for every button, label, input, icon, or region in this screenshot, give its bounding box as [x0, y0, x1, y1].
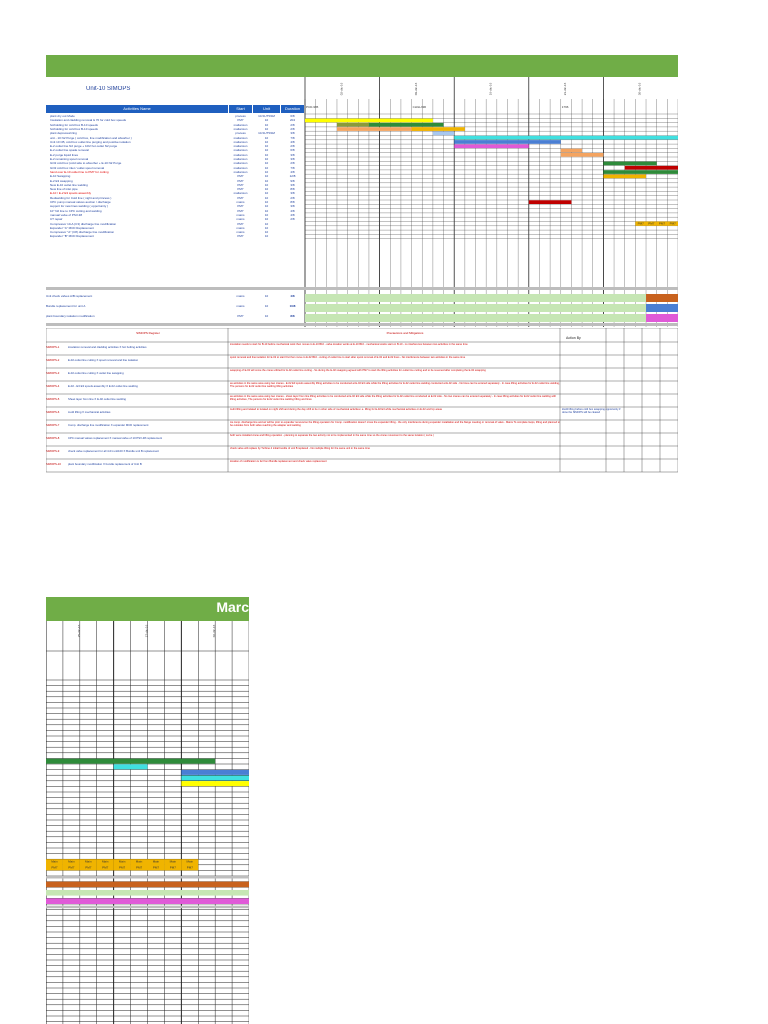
activity-start: maltamion: [233, 135, 248, 140]
gantt-extra-bar: [305, 304, 646, 312]
activity-duration: 2/8: [290, 217, 295, 222]
activity-duration: 6/8: [290, 114, 295, 118]
extra-row-duration: 4/8: [290, 294, 295, 298]
register-precaution: as activities in the same area using two cranes - sheet layer from line lifting activities to be conducted at E-02 E3 side while the lifting activities for E-02 outlet line conducted at E-02 side - No two cranes can be entered separately - In case lifting activities for E-02 outlet line welding with lifting activities, The persons for E-02 outlet line welding lifting and lines: [230, 395, 557, 401]
activity-start: maltamion: [233, 148, 248, 153]
activity-start: PM7: [237, 187, 244, 192]
activity-duration: 4/8: [290, 139, 295, 144]
activity-duration: 7/8: [290, 135, 295, 140]
gantt-bar: [454, 144, 529, 148]
activity-duration: 8/8: [290, 200, 295, 204]
activity-duration: 3/8: [290, 131, 295, 136]
gantt-extra-bar: [305, 294, 646, 302]
register-id: SIMOPS-1: [46, 345, 60, 349]
col-header-duration: Duration: [281, 105, 304, 113]
activity-start: process: [235, 114, 246, 118]
gantt2-pm7-label: PM7: [85, 865, 92, 870]
gantt2-bar: [181, 770, 249, 775]
activity-unit: 10-SUTSSM: [258, 131, 275, 136]
activity-duration: 3/8: [290, 191, 295, 196]
activity-start: mains: [236, 217, 245, 222]
gantt-chart-sheet1: [46, 77, 678, 327]
activity-duration: 8/8: [290, 187, 295, 192]
activity-unit: 10-SUTSSM: [258, 114, 275, 118]
extra-row-unit: 10: [264, 304, 269, 308]
register-id: SIMOPS-4: [46, 384, 60, 388]
activity-unit: 10: [264, 204, 269, 209]
gantt-date-label: 16-dic-16: [488, 82, 493, 96]
gantt2-pm7-label: PM7: [102, 865, 109, 870]
sheet2-title: Marc: [216, 599, 249, 615]
gantt2-extra-bar: [46, 898, 249, 904]
activity-unit: 10: [264, 182, 269, 187]
activity-start: PM7: [237, 178, 244, 183]
extra-row-unit: 10: [264, 314, 269, 318]
activity-start: PM7: [237, 118, 244, 123]
activity-start: PM7: [237, 204, 244, 209]
gantt-bar: [603, 175, 646, 179]
gantt-date-label: 09-dic-16: [413, 82, 418, 96]
register-id: SIMOPS-9: [46, 449, 60, 453]
register-id: SIMOPS-5: [46, 397, 60, 401]
register-precaution: location of modification is far from Bundle replacement and check valve replacement: [230, 460, 327, 463]
gantt-pm7-label: PM7: [669, 221, 676, 226]
gantt-bar: [529, 200, 572, 204]
activity-start: PM7: [237, 174, 244, 179]
extra-row-name: Unit check valves A/B replacement: [46, 294, 93, 298]
activity-name: E-2 outlet line N2 purge + 10/2 hot outlet N2 purge: [50, 144, 118, 149]
gantt-pm7-label: PM7: [658, 221, 666, 226]
gantt2-bar: [181, 776, 249, 781]
gantt-bar: [454, 136, 678, 140]
extra-row-name: plant boundary isolation modification: [46, 314, 95, 318]
gantt-bar: [369, 123, 444, 127]
register-title: check valve replacement for all 4-01 unit100 X Bundle unit B replacement: [68, 449, 159, 453]
activity-name: E-2 E3 swapping: [50, 178, 73, 183]
gantt2-bar: [46, 759, 215, 764]
gantt2-separator: [46, 906, 249, 909]
register-title: CPC manual valves replacement X manual valve of 10 PSV-38 replacement: [68, 436, 163, 440]
extra-row-start: mains: [236, 304, 245, 308]
activity-duration: 7/8: [290, 165, 295, 170]
register-action: Zed4 lifting before cold box swapping opportunity if done the SIMOPS will be cleared: [562, 408, 621, 414]
gantt2-separator: [46, 876, 249, 879]
activity-name: Compressor 10-A (C3) discharge line modification: [50, 221, 117, 226]
activity-unit: 10: [264, 221, 269, 226]
activity-unit: 10: [264, 200, 269, 204]
gantt-sub-label: PCD-995: [306, 105, 319, 109]
col-header-unit: Unit: [253, 105, 280, 113]
gantt-extra-bar: [646, 294, 678, 302]
sheet1-header-banner: [46, 55, 678, 77]
activity-name: plant dry out Mode: [50, 114, 75, 118]
simops-register-title: SIMOPS Register: [136, 331, 160, 335]
activity-name: Compressor "A" (C8) discharge line modification: [50, 230, 115, 235]
register-precaution: check valve will replace by Turbine 4 initial bundle of unit B replaced - No multiple lifting for the same unit in the same time: [230, 447, 370, 450]
sheet1-title: Unit-10 SIMOPS: [86, 86, 131, 92]
activity-start: maltamion: [233, 139, 248, 144]
activity-start: maltamion: [233, 126, 248, 131]
activity-duration: 12/8: [289, 174, 296, 179]
activities-name-header: Activities Name: [46, 105, 228, 113]
register-title: E-02 outlet line cutting X outlet line swapping: [68, 371, 124, 375]
gantt-bar: [561, 153, 604, 157]
register-title: E-02 - E3 E3 spools assembly X E-02 outlet line welding: [68, 384, 138, 388]
activity-start: mains: [236, 230, 245, 235]
gantt2-date-label: 27-dic-16: [144, 624, 149, 638]
activity-unit: 10: [264, 148, 269, 153]
register-precaution: zed4 lifting and related to located on night shift and during the day shift to be in other side of mechanical activities i.e. lifting for E-02 E3 while mechanical activities on E-02 and Up areas: [230, 408, 442, 411]
activity-name: 10" N2 line to CPC cutting and welding: [50, 208, 102, 213]
activity-duration: 2/8: [290, 144, 295, 149]
activity-duration: 204: [289, 118, 295, 123]
activity-duration: 3/8: [290, 157, 295, 161]
activity-name: Insulation and cladding removal & 70 for cold box speeds: [50, 118, 127, 123]
activity-duration: 2/8: [290, 195, 295, 200]
gantt2-bar: [181, 781, 249, 786]
gantt2-main-label: Main: [101, 859, 109, 864]
register-title: E-02 outlet line cutting X spool removal and line isolation: [68, 358, 139, 362]
register-id: SIMOPS-3: [46, 371, 60, 375]
gantt2-main-label: Main: [51, 859, 58, 864]
gantt2-main-label: Main: [152, 859, 160, 864]
activity-unit: 10: [264, 144, 269, 149]
gantt2-main-label: Main: [118, 859, 126, 864]
register-id: SIMOPS-7: [46, 423, 60, 427]
activity-start: maltamion: [233, 122, 248, 127]
extra-row-start: mains: [236, 294, 245, 298]
gantt-sub-label: 1796: [561, 105, 569, 109]
extra-row-start: PM7: [237, 314, 244, 318]
gantt2-extra-bar: [46, 890, 249, 896]
activity-start: maltamion: [233, 169, 248, 174]
gantt2-main-label: Main: [85, 859, 92, 864]
activity-name: New E-10 outlet line welding: [50, 182, 88, 187]
gantt-bar: [625, 166, 678, 170]
activity-duration: 3/8: [290, 204, 295, 209]
gantt2-main-label: Main: [169, 859, 177, 864]
gantt-bar: [603, 170, 678, 174]
activity-unit: 10: [264, 178, 269, 183]
register-precaution: as activities in the same area using two cranes - E-02 E3 spools assembly lifting activities to be conducted at E-02 E3 side while the lifting activities for E-02 outlet line welding conducted at E-02 side - No lines can be entered separately - In case lifting activities for E-02 outlet line welding, The persons for E-02 outlet line welding lifting activities: [230, 382, 560, 388]
action-by-header: Action By: [566, 336, 581, 340]
activity-name: hand over E-10 outlet line to PM7 for cutting: [50, 169, 109, 174]
activity-start: PM7: [237, 195, 244, 200]
register-precaution: spool removal and line isolation for E-02 to start first then move to E-02 B10 - cutting of outlet line to start after spool removal of E-02 and E-02 lines - No interference between two activities in the same time: [230, 356, 466, 359]
activity-name: hotholding for cold box B-10 speeds: [50, 126, 98, 131]
activity-unit: 10: [264, 135, 269, 140]
activity-duration: 4/8: [290, 212, 295, 217]
gantt2-date-label: 02-dic-16: [212, 624, 217, 638]
extra-row-unit: 10: [264, 294, 269, 298]
gantt2-pm7-label: PM7: [68, 865, 75, 870]
register-title: insulation removal and cladding activities X hot bolting activities: [68, 345, 147, 349]
activity-unit: 10: [264, 191, 269, 196]
activity-unit: 10: [264, 212, 269, 217]
activity-unit: 10: [264, 230, 269, 235]
gantt2-pm7-label: PM7: [135, 865, 143, 870]
activity-start: maltamion: [233, 161, 248, 166]
activity-duration: 2/8: [290, 126, 295, 131]
activity-duration: 3/8: [290, 152, 295, 157]
register-id: SIMOPS-10: [46, 462, 61, 466]
activity-name: E-2 outlet line spade removal: [50, 148, 89, 153]
activity-name: Expander "B" MCD Replacement: [50, 234, 94, 239]
gantt-extra-bar: [305, 314, 646, 322]
activity-name: plant depressurizing: [50, 131, 77, 136]
activity-name: Redwelding for Cold line ( night and princess ): [50, 195, 112, 200]
register-title: Comp. discharge line modification X expander MCD replacement: [68, 423, 149, 427]
register-title: plant boundary modification X bundle replacement of Unit B: [68, 462, 142, 466]
activity-unit: 10: [264, 195, 269, 200]
activity-duration: 4/8: [290, 169, 295, 174]
activity-start: PM7: [237, 208, 244, 213]
gantt-date-label: 23-dic-16: [563, 82, 568, 96]
simops-register-grid: [46, 328, 678, 496]
activity-name: hotholding for cold box B-10 speeds: [50, 122, 98, 127]
activity-unit: 10: [264, 161, 269, 166]
activity-unit: 10: [264, 126, 269, 131]
register-id: SIMOPS-6: [46, 410, 60, 414]
activity-start: process: [235, 131, 246, 136]
activity-unit: 10: [264, 165, 269, 170]
activity-name: E-10 Swapping: [50, 174, 71, 179]
activity-name: support for new lines welding ( opportunity ): [50, 204, 109, 209]
gantt2-bar: [114, 764, 148, 769]
gantt-bar: [433, 132, 454, 136]
activity-name: GO2 cold box (cold side to absorber + E-10 N2 Purge: [50, 161, 122, 166]
activity-unit: 10: [264, 217, 269, 222]
gantt-extra-bar: [646, 314, 678, 322]
gantt-bar: [454, 140, 561, 144]
activity-start: maltamion: [233, 157, 248, 161]
activity-duration: 9/8: [290, 178, 295, 183]
sheet2-header-banner: [46, 597, 249, 621]
gantt2-pm7-label: PM7: [152, 865, 160, 870]
gantt2-extra-bar: [46, 882, 249, 888]
activity-unit: 10: [264, 152, 269, 157]
gantt2-pm7-label: PM7: [119, 865, 126, 870]
activity-duration: 4/8: [290, 208, 295, 213]
activity-unit: 10: [264, 122, 269, 127]
register-precaution: insulation needs to start for B-10 before mechanical work then moves to E-10 B10 - valve location works at E-10 B10 - mechanical works start on B-10 - no interference between two activities in the same time: [230, 343, 468, 346]
gantt-separator: [46, 287, 678, 290]
activity-start: mains: [236, 225, 245, 230]
gantt2-pm7-label: PM7: [169, 865, 176, 870]
gantt2-main-label: Main: [135, 859, 143, 864]
activity-start: maltamion: [233, 191, 248, 196]
extra-row-duration: 10/8: [289, 304, 296, 308]
activity-name: E-10 / E-2 E3 spools assembly: [50, 191, 92, 196]
activity-name: Unit 10 CB, cold box outlet line purging and positive isolation: [50, 139, 131, 144]
register-id: SIMOPS-8: [46, 436, 60, 440]
activity-duration: 2/8: [290, 122, 295, 127]
activity-name: CPC pump manual valves auction / discharge: [50, 200, 111, 204]
activity-duration: 3/8: [290, 182, 295, 187]
activity-unit: 10: [264, 157, 269, 161]
register-title: Sheet layer from line X E-02 outlet line welding: [68, 397, 126, 401]
gantt-chart-sheet2: [46, 621, 249, 1024]
precautions-header: Precautions and Mitigations: [386, 331, 424, 335]
activity-unit: 10: [264, 234, 269, 239]
gantt-pm7-label: PM7: [648, 221, 655, 226]
activity-name: Expander "A" MCD Replacement: [50, 225, 94, 230]
gantt-extra-bar: [646, 304, 678, 312]
activity-unit: 10: [264, 174, 269, 179]
gantt-sub-label: CHILL996: [412, 105, 427, 109]
activity-name: manual valve of PSV-38: [50, 212, 83, 217]
gantt-bar: [603, 162, 656, 166]
activity-start: maltamion: [233, 152, 248, 157]
gantt2-main-label: Main: [186, 859, 194, 864]
activity-unit: 10: [264, 187, 269, 192]
gantt-bar: [305, 119, 433, 123]
register-precaution: both were installed crane and lifting operation - planning to separate the two activity not to be implemented in the same time so the crane movement to the same location ( ca be ): [230, 434, 434, 437]
activity-name: E-2 purge liquid lines: [50, 152, 79, 157]
gantt-bar: [561, 149, 582, 153]
extra-row-name: Bundle replacement for unit A: [46, 304, 86, 308]
register-precaution: As comp. discharge line and air will be prior to expander removal so the lifting operation for Comp. modification doesn't cross the expander lifting - the only interference during expander installation and the flange meeting or removal of valve - Mains To complete loops, lifting and planned to be outsides from both sides reaching the adapter and welding: [230, 421, 560, 427]
gantt2-pm7-label: PM7: [51, 865, 58, 870]
extra-row-duration: 8/8: [290, 314, 295, 318]
gantt-separator: [46, 323, 678, 326]
gantt2-main-label: Main: [68, 859, 75, 864]
activity-start: mains: [236, 200, 245, 204]
gantt-date-label: 02-dic-16: [339, 82, 344, 96]
register-id: SIMOPS-2: [46, 358, 60, 362]
activity-name: GO2 cold box inlet / outlet spool removal: [50, 165, 105, 170]
register-title: zed4 lifting X mechanical activities: [68, 410, 111, 414]
activity-start: PM7: [237, 234, 244, 239]
activity-start: mains: [236, 212, 245, 217]
gantt-bar: [412, 127, 465, 131]
gantt-date-label: 30-dic-16: [637, 82, 642, 96]
activity-start: PM7: [237, 221, 244, 226]
activity-name: E-2 remaining spool removal: [50, 157, 89, 161]
activity-duration: 2/8: [290, 161, 295, 166]
activity-name: CT repair: [50, 217, 63, 222]
activity-start: maltamion: [233, 144, 248, 149]
col-header-start: Start: [229, 105, 252, 113]
activity-name: unit - 10 N2 Purge ( cold box, line modification and absorber ): [50, 135, 132, 140]
activity-unit: 10: [264, 208, 269, 213]
activity-start: PM7: [237, 182, 244, 187]
gantt2-pm7-label: PM7: [186, 865, 193, 870]
gantt2-date-label: 25-dic-16: [76, 624, 81, 638]
register-precaution: swapping of E-02 will come the crane utilized for E-02 outlet line cutting - So during the E-02 swapping agreed with PM7 to start the lifting activities for outlet line cutting and to be resumed after completing the E-02 swapping: [230, 369, 486, 372]
activity-unit: 10: [264, 169, 269, 174]
activity-unit: 10: [264, 118, 269, 123]
activity-unit: 10: [264, 225, 269, 230]
activity-duration: 6/8: [290, 148, 295, 153]
activity-name: New line of inlet pipe: [50, 187, 78, 192]
activity-start: maltamion: [233, 165, 248, 170]
activity-unit: 10: [264, 139, 269, 144]
gantt-pm7-label: PM7: [637, 221, 644, 226]
